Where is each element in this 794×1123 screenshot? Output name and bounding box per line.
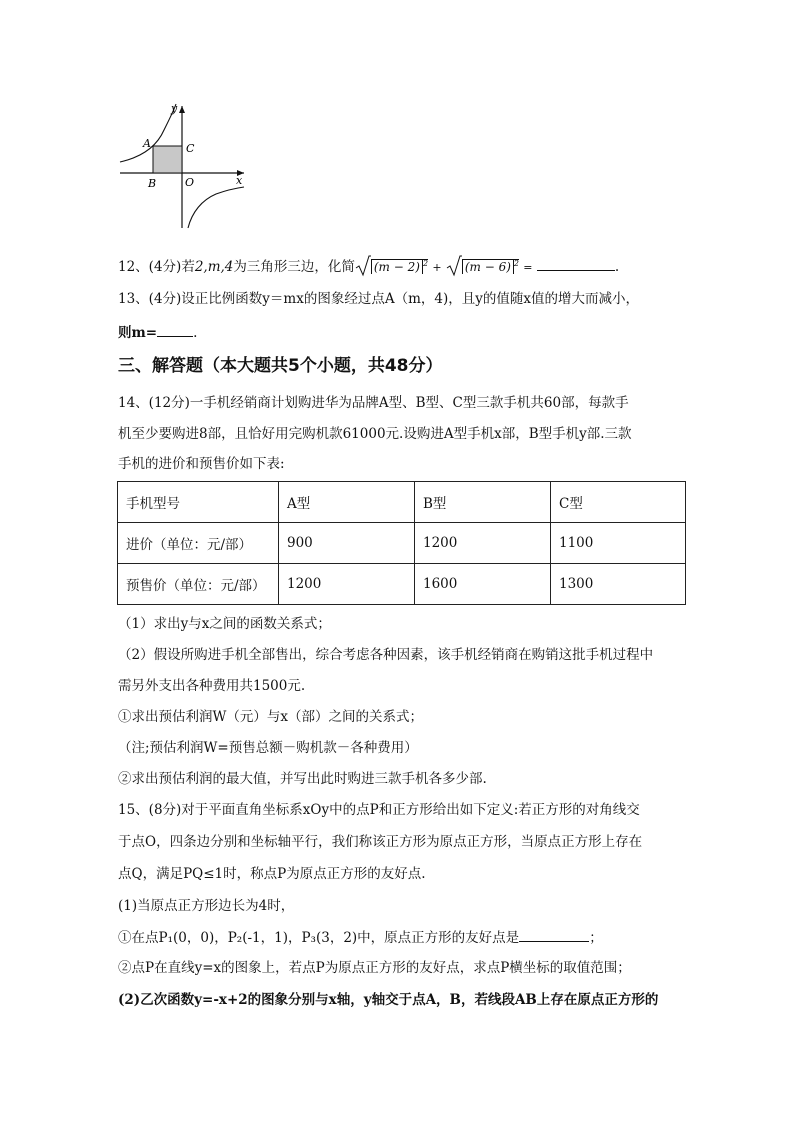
hyperbola-branch-lower-right <box>188 187 244 228</box>
question-15-part-2: (2)乙次函数y=-x+2的图象分别与x轴，y轴交于点A，B，若线段AB上存在原点正方形的 <box>118 992 659 1008</box>
label-y: y <box>171 102 178 115</box>
label-B: B <box>148 177 157 190</box>
table-header-cell: 手机型号 <box>118 482 279 523</box>
sqrt-sign-2 <box>446 255 462 277</box>
table-header-row <box>118 482 686 523</box>
question-15-part-1: (1)当原点正方形边长为4时， <box>118 898 295 914</box>
question-15-item-1: ①在点P₁(0，0)，P₂(-1，1)，P₃(3，2)中，原点正方形的友好点是 ； <box>118 927 603 948</box>
question-14-item-1: ①求出预估利润W（元）与x（部）之间的关系式； <box>118 709 423 725</box>
question-15-line-3: 点Q，满足PQ≤1时，称点P为原点正方形的友好点. <box>118 866 426 882</box>
label-A: A <box>143 137 151 150</box>
table-header-cell: C型 <box>551 482 686 523</box>
question-15-line-1: 15、(8分)对于平面直角坐标系xOy中的点P和正方形给出如下定义:若正方形的对角线交 <box>118 802 640 818</box>
table-header-cell: B型 <box>415 482 551 523</box>
question-13-line-2: 则m= . <box>118 322 197 343</box>
table-cell: 900 <box>279 523 415 564</box>
section-3-heading: 三、解答题（本大题共5个小题，共48分） <box>118 356 443 376</box>
table-cell: 1100 <box>551 523 686 564</box>
table-header-cell: A型 <box>279 482 415 523</box>
question-14-line-3: 手机的进价和预售价如下表: <box>118 456 285 472</box>
answer-blank-13 <box>157 322 193 337</box>
question-15-item-2: ②点P在直线y=x的图象上，若点P为原点正方形的友好点，求点P横坐标的取值范围； <box>118 960 631 976</box>
question-14-item-2: ②求出预估利润的最大值，并写出此时购进三款手机各多少部. <box>118 771 487 787</box>
question-14-note: （注;预估利润W=预售总额－购机款－各种费用） <box>118 740 418 756</box>
label-O: O <box>185 176 195 189</box>
table-cell: 1300 <box>551 564 686 605</box>
question-12: 12、(4分)若2,m,4为三角形三边，化简 (m − 2) $^2$ + (m − 6) $^2$ = . <box>118 254 619 278</box>
question-15-line-2: 于点O，四条边分别和坐标轴平行，我们称该正方形为原点正方形，当原点正方形上存在 <box>118 834 643 850</box>
sqrt-sign-1 <box>355 255 371 277</box>
table-cell: 进价（单位：元/部） <box>118 523 279 564</box>
table-cell: 1200 <box>415 523 551 564</box>
label-C: C <box>186 142 195 155</box>
table-cell: 预售价（单位：元/部） <box>118 564 279 605</box>
table-cell: 1200 <box>279 564 415 605</box>
table-cell: 1600 <box>415 564 551 605</box>
shaded-square <box>153 146 182 173</box>
question-14-sub-1: （1）求出y与x之间的函数关系式； <box>118 616 331 632</box>
question-14-line-1: 14、(12分)一手机经销商计划购进华为品牌A型、B型、C型三款手机共60部，每款手 <box>118 395 629 411</box>
answer-blank-12 <box>537 256 615 271</box>
answer-blank-15 <box>519 927 589 942</box>
phone-price-table <box>117 481 686 605</box>
question-14-sub-2-line-1: （2）假设所购进手机全部售出，综合考虑各种因素，该手机经销商在购销这批手机过程中 <box>118 647 654 663</box>
table-row <box>118 564 686 605</box>
y-axis-arrow <box>179 106 185 113</box>
question-14-line-2: 机至少要购进8部，且恰好用完购机款61000元.设购进A型手机x部，B型手机y部.三款 <box>118 426 632 442</box>
question-13-line-1: 13、(4分)设正比例函数y＝mx的图象经过点A（m，4)，且y的值随x值的增大而减小， <box>118 291 639 307</box>
question-14-sub-2-line-2: 需另外支出各种费用共1500元. <box>118 678 306 694</box>
hyperbola-figure <box>112 100 252 232</box>
label-x: x <box>236 174 243 187</box>
table-row <box>118 523 686 564</box>
